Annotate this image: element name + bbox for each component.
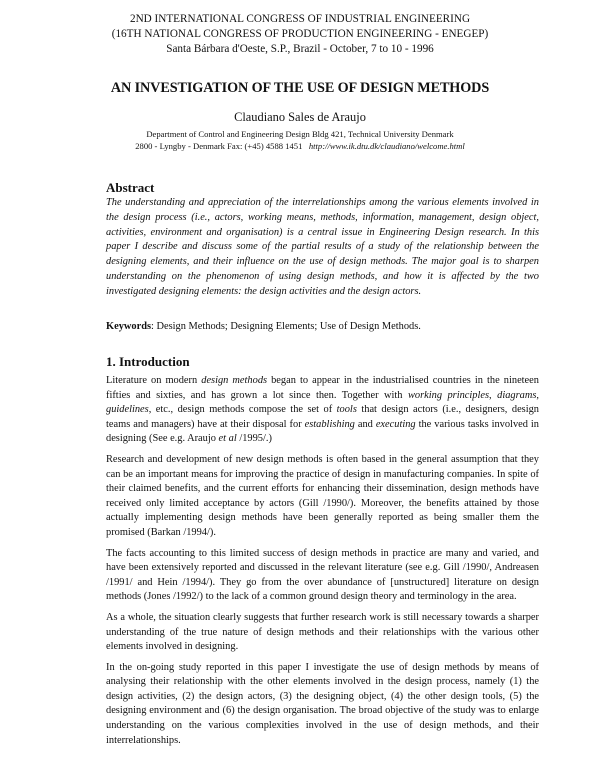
conference-line-3: Santa Bárbara d'Oeste, S.P., Brazil - October, 7 to 10 - 1996 [166, 43, 434, 55]
intro-paragraph-1: Literature on modern design methods began to appear in the industrialised countries in the nineteen fifties and sixties, and has grown a lot since then. Together with working principles, diagrams, guidelines, etc., design methods compose the set of tools that design actors (i.e., designers, design teams and managers) have at their disposal for establishing and executing the various tasks involved in designing (See e.g. Araujo et al /1995/.) [106, 375, 540, 445]
intro-paragraph-5: In the on-going study reported in this paper I investigate the use of design methods by means of analysing their relationship with the other elements involved in the design process, namely (1) the design activities, (2) the design actors, (3) the designing object, (4) the other design tools, (5) the designing environment and (6) the design organisation. The broad objective of the study was to enlarge understanding on the various complexities involved in the use of design methods, and their interrelationships. [106, 661, 539, 746]
paper-title: AN INVESTIGATION OF THE USE OF DESIGN METHODS [110, 80, 490, 96]
intro-paragraph-3: The facts accounting to this limited success of design methods in practice are many and varied, and have been extensively reported and discussed in the relevant literature (see e.g. Gill /1990/, Andreasen /1991/ and Hein /1994/). They go from the over abundance of [unstructured] literature on design methods (Jones /1992/) to the lack of a common ground design theory and terminology in the area. [106, 547, 539, 603]
author-name: Claudiano Sales de Araujo [234, 110, 366, 124]
intro-paragraph-2: Research and development of new design methods is often based in the general assumption that they can be an important means for improving the practice of design in manufacturing companies. In spite of their claimed benefits, and the current efforts for enhancing their dissemination, design methods have received only limited acceptance by actors (Gill /1990/). Moreover, the benefits attained by those actually implementing design methods have been generally reported as being smaller them the promised (Barkan /1994/). [106, 453, 539, 538]
introduction-heading: 1. Introduction [106, 354, 190, 369]
affiliation-address: 2800 - Lyngby - Denmark Fax: (+45) 4588 1451 [135, 141, 303, 151]
keywords-text: : Design Methods; Designing Elements; Use of Design Methods. [151, 321, 421, 332]
introduction-section [106, 354, 539, 754]
intro-paragraph-4: As a whole, the situation clearly suggests that further research work is still necessary towards a sharper understanding of the true nature of design methods and their relationships with the various other elements involved in designing. [106, 611, 539, 653]
conference-line-1: 2ND INTERNATIONAL CONGRESS OF INDUSTRIAL ENGINEERING [129, 13, 471, 25]
affiliation-line-2 [0, 140, 600, 152]
abstract-section [106, 180, 539, 300]
affiliation-line-1: Department of Control and Engineering Design Bldg 421, Technical University Denmark [146, 129, 454, 139]
abstract-heading: Abstract [106, 180, 155, 195]
abstract-text: The understanding and appreciation of the interrelationships among the various elements involved in the design process (i.e., actors, working means, methods, information, management, design object, activities, environment and organisation) is a central issue in Engineering Design research. In this paper I describe and discuss some of the partial results of a study of the relationship between the designing elements, and their influence on the use of design methods. The major goal is to sharpen understanding on the phenomenon of using design methods, and how it is affected by the two investigated designing elements: the design activities and the design actors. [106, 197, 539, 297]
author-url[interactable]: http://www.ik.dtu.dk/claudiano/welcome.html [308, 141, 465, 151]
conference-header [0, 12, 600, 57]
conference-line-2: (16TH NATIONAL CONGRESS OF PRODUCTION ENGINEERING - ENEGEP) [111, 28, 489, 40]
keywords-label: Keywords [106, 321, 152, 332]
keywords [106, 320, 539, 334]
